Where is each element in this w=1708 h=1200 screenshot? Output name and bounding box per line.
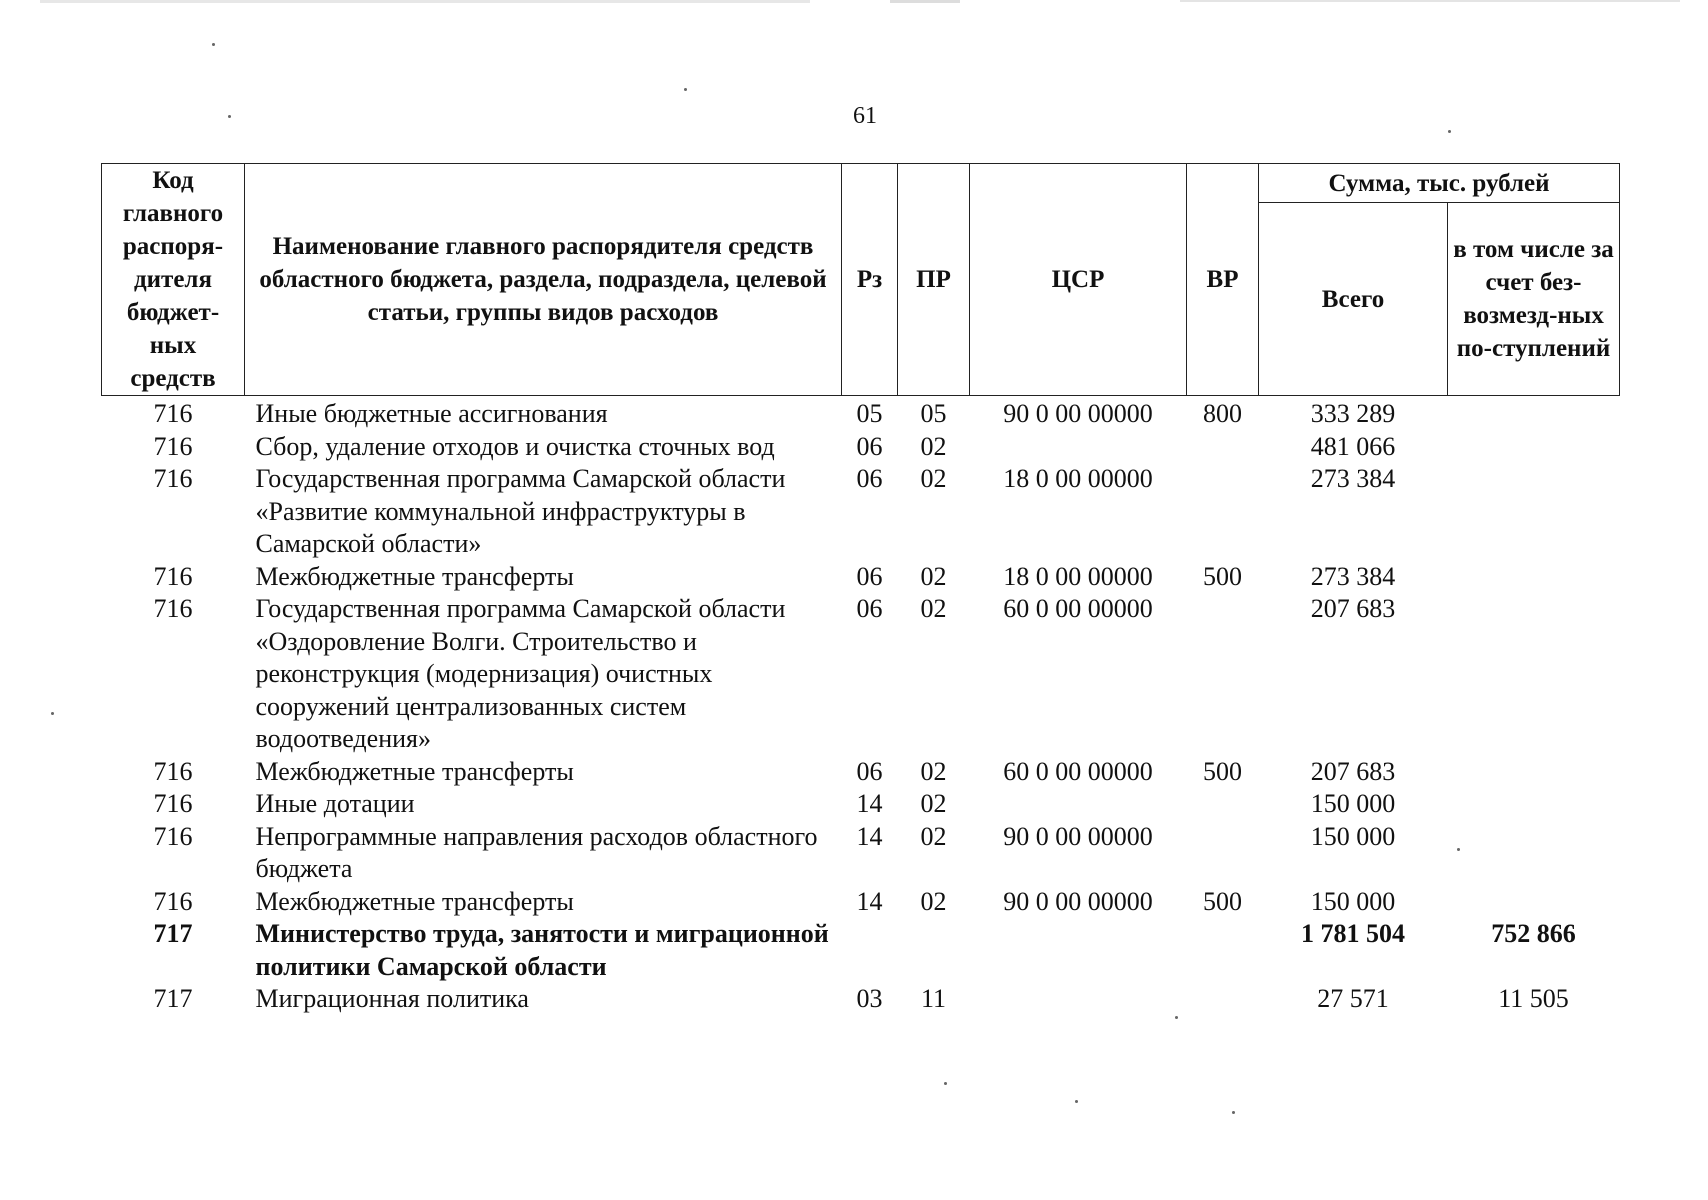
cell-vr [1187, 431, 1259, 464]
cell-pr: 02 [920, 431, 947, 461]
cell-code: 717 [153, 919, 193, 948]
cell-total: 150 000 [1310, 821, 1396, 851]
table-row [102, 431, 1620, 464]
cell-grants [1448, 821, 1620, 886]
header-sum: Сумма, тыс. рублей [1259, 164, 1620, 203]
cell-grants: 752 866 [1491, 919, 1576, 948]
cell-csr [970, 431, 1187, 464]
cell-code: 717 [153, 984, 193, 1013]
cell-total: 273 384 [1310, 561, 1396, 591]
cell-pr: 02 [920, 886, 947, 916]
cell-total: 333 289 [1310, 399, 1396, 428]
scan-artifact [1180, 0, 1680, 2]
cell-total: 150 000 [1310, 886, 1396, 916]
cell-rz: 06 [856, 561, 883, 591]
cell-rz: 06 [856, 431, 883, 461]
scan-artifact [40, 0, 810, 3]
cell-rz [842, 918, 898, 983]
scan-speck [51, 712, 54, 715]
budget-table [101, 163, 1620, 1016]
cell-name: Сбор, удаление отходов и очистка сточных вод [255, 431, 775, 461]
table-row [102, 561, 1620, 594]
scan-speck [944, 1082, 947, 1085]
cell-vr [1187, 918, 1259, 983]
scan-speck [1457, 848, 1460, 851]
cell-grants: 11 505 [1498, 984, 1569, 1013]
cell-csr: 18 0 00 00000 [1003, 561, 1153, 591]
table-row [102, 918, 1620, 983]
cell-vr [1187, 821, 1259, 886]
cell-pr [898, 918, 970, 983]
cell-pr: 11 [920, 984, 947, 1013]
cell-name: Межбюджетные трансферты [255, 561, 574, 591]
header-name: Наименование главного распорядителя средств областного бюджета, раздела, подраздела, целевой статьи, группы видов расходов [245, 164, 842, 396]
cell-code: 716 [153, 821, 193, 851]
cell-total: 481 066 [1310, 431, 1396, 461]
cell-vr: 500 [1203, 561, 1242, 591]
cell-name: Государственная программа Самарской области «Оздоровление Волги. Строительство и реконструкция (модернизация) очистных сооружений централизованных систем водоотведения» [255, 594, 786, 753]
page-number: 61 [853, 103, 877, 129]
header-vr: ВР [1187, 164, 1259, 396]
cell-total: 207 683 [1310, 756, 1396, 786]
scan-speck [1232, 1111, 1235, 1114]
cell-csr: 90 0 00 00000 [1003, 399, 1153, 428]
cell-vr: 500 [1203, 756, 1242, 786]
cell-total: 273 384 [1310, 464, 1396, 493]
cell-grants [1448, 756, 1620, 789]
cell-code: 716 [153, 561, 193, 591]
cell-vr [1187, 463, 1259, 561]
cell-csr: 18 0 00 00000 [1003, 464, 1153, 493]
header-csr: ЦСР [970, 164, 1187, 396]
table-body [102, 396, 1620, 1016]
table-row [102, 886, 1620, 919]
table-row [102, 593, 1620, 756]
cell-vr [1187, 593, 1259, 756]
header-grants: в том числе за счет без-возмезд-ных по-ступлений [1448, 203, 1620, 396]
cell-csr [970, 983, 1187, 1016]
table-row [102, 463, 1620, 561]
cell-pr: 02 [920, 821, 947, 851]
cell-pr: 05 [920, 399, 947, 428]
scan-speck [228, 115, 231, 118]
table-row [102, 756, 1620, 789]
table-header [102, 164, 1620, 396]
cell-code: 716 [153, 789, 193, 818]
table-row [102, 821, 1620, 886]
cell-grants [1448, 593, 1620, 756]
table-row [102, 788, 1620, 821]
cell-csr [970, 788, 1187, 821]
scan-speck [1075, 1100, 1078, 1103]
cell-code: 716 [153, 431, 193, 461]
cell-code: 716 [153, 594, 193, 623]
cell-grants [1448, 463, 1620, 561]
header-total: Всего [1259, 203, 1448, 396]
cell-grants [1448, 561, 1620, 594]
cell-grants [1448, 788, 1620, 821]
cell-pr: 02 [920, 789, 947, 818]
cell-pr: 02 [920, 561, 947, 591]
cell-rz: 05 [856, 399, 883, 428]
cell-code: 716 [153, 886, 193, 916]
cell-rz: 14 [856, 821, 883, 851]
cell-name: Иные бюджетные ассигнования [255, 399, 608, 428]
cell-total: 207 683 [1310, 594, 1396, 623]
scan-artifact [890, 0, 960, 3]
cell-code: 716 [153, 756, 193, 786]
cell-code: 716 [153, 464, 193, 493]
cell-rz: 06 [856, 756, 883, 786]
cell-rz: 14 [856, 886, 883, 916]
cell-grants [1448, 431, 1620, 464]
cell-grants [1448, 396, 1620, 431]
cell-csr: 90 0 00 00000 [1003, 821, 1153, 851]
cell-name: Межбюджетные трансферты [255, 886, 574, 916]
scan-speck [1175, 1016, 1178, 1019]
cell-total: 27 571 [1317, 984, 1389, 1013]
cell-vr [1187, 788, 1259, 821]
cell-csr: 90 0 00 00000 [1003, 886, 1153, 916]
cell-csr [970, 918, 1187, 983]
cell-code: 716 [153, 399, 193, 428]
scan-speck [1448, 130, 1451, 133]
cell-total: 1 781 504 [1301, 919, 1405, 948]
cell-name: Министерство труда, занятости и миграционной политики Самарской области [255, 919, 829, 981]
cell-vr: 800 [1203, 399, 1242, 428]
cell-total: 150 000 [1310, 789, 1396, 818]
cell-name: Межбюджетные трансферты [255, 756, 574, 786]
table-row [102, 396, 1620, 431]
cell-pr: 02 [920, 594, 947, 623]
cell-pr: 02 [920, 464, 947, 493]
cell-vr [1187, 983, 1259, 1016]
cell-name: Миграционная политика [255, 984, 529, 1013]
cell-vr: 500 [1203, 886, 1242, 916]
header-rz: Рз [842, 164, 898, 396]
cell-rz: 06 [856, 594, 883, 623]
table-row [102, 983, 1620, 1016]
cell-name: Государственная программа Самарской области «Развитие коммунальной инфраструктуры в Самарской области» [255, 464, 786, 558]
scan-speck [212, 43, 215, 46]
cell-rz: 03 [856, 984, 883, 1013]
cell-grants [1448, 886, 1620, 919]
cell-rz: 14 [856, 789, 883, 818]
cell-csr: 60 0 00 00000 [1003, 594, 1153, 623]
scan-speck [684, 88, 687, 91]
cell-name: Иные дотации [255, 789, 415, 818]
cell-name: Непрограммные направления расходов областного бюджета [255, 821, 818, 883]
header-pr: ПР [898, 164, 970, 396]
cell-csr: 60 0 00 00000 [1003, 756, 1153, 786]
header-code: Код главного распоря-дителя бюджет-ных средств [102, 164, 245, 396]
cell-pr: 02 [920, 756, 947, 786]
cell-rz: 06 [856, 464, 883, 493]
